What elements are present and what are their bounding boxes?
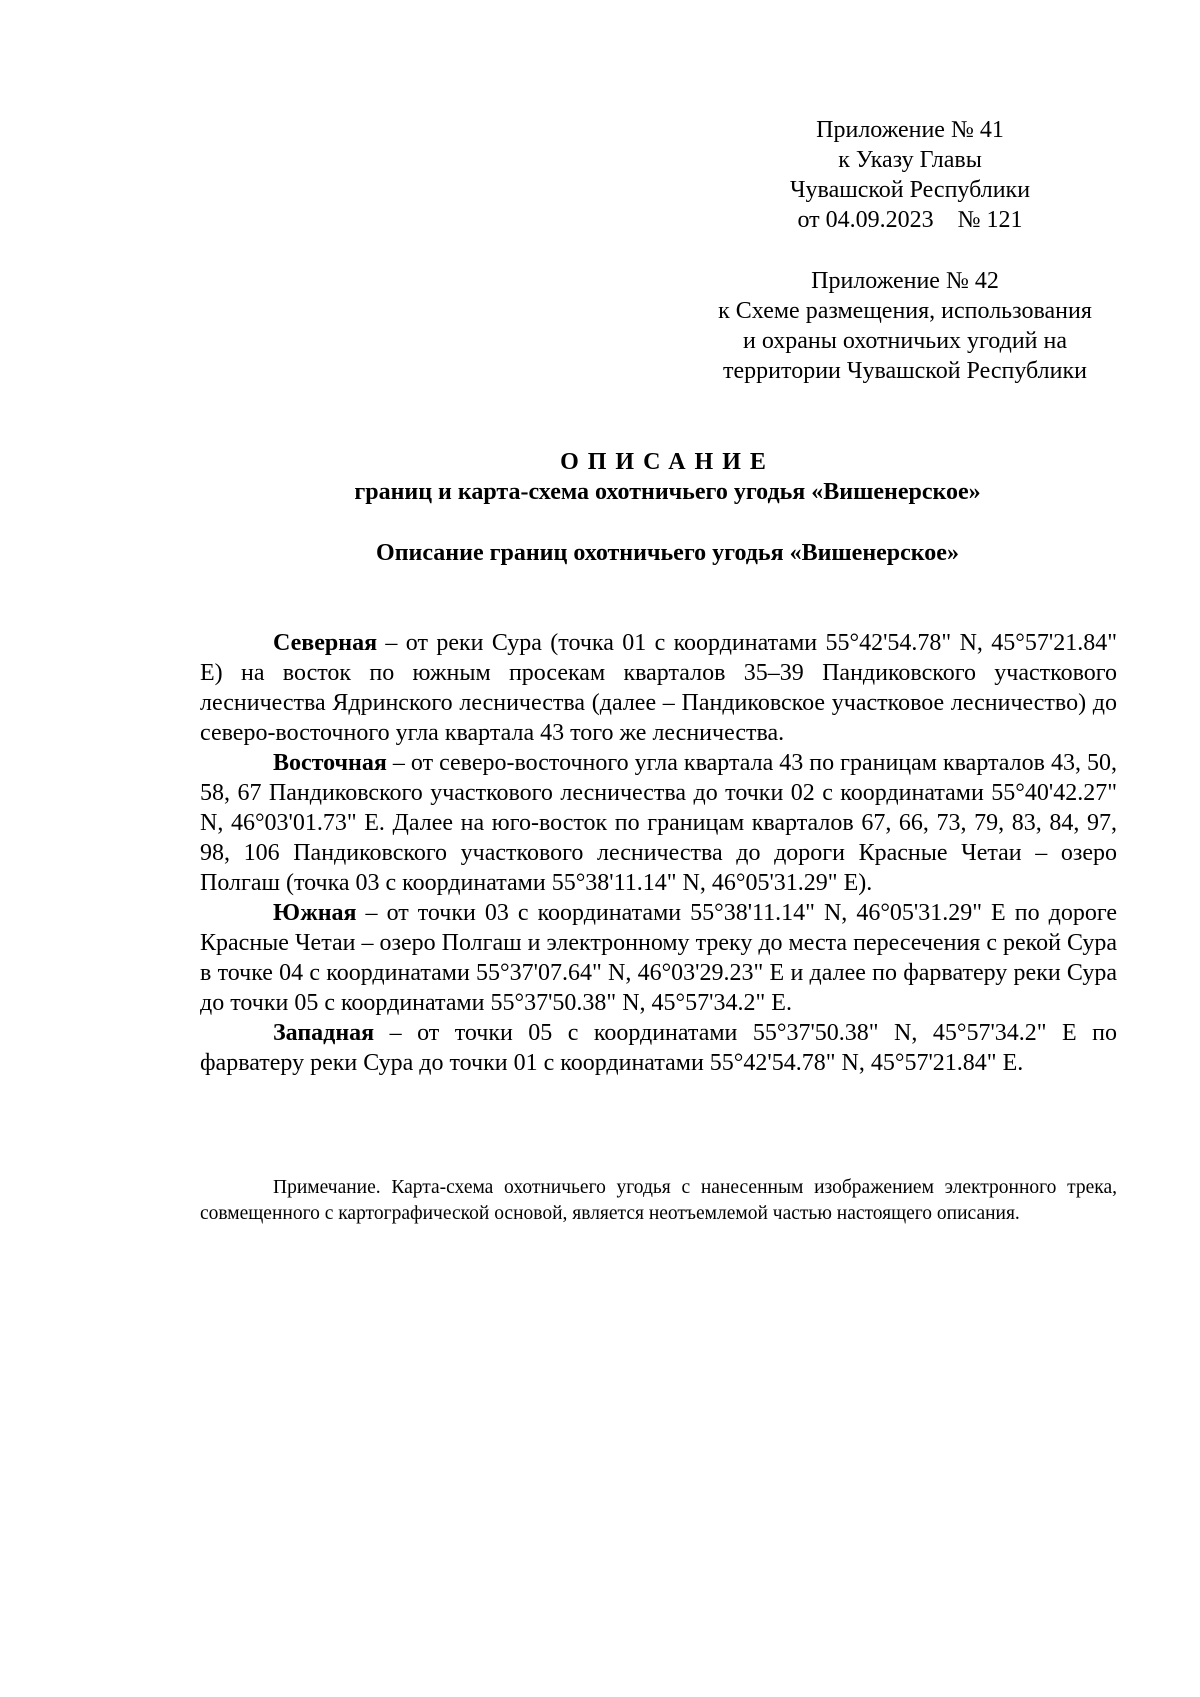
appendix-42-line3: и охраны охотничьих угодий на	[742, 328, 1068, 354]
section-title: Описание границ охотничьего угодья «Вишенерское»	[376, 540, 959, 566]
note-block	[200, 1175, 1117, 1227]
appendix-42-line2: к Схеме размещения, использования	[718, 298, 1092, 324]
appendix-41-line4: от 04.09.2023 № 121	[797, 207, 1023, 233]
boundary-east	[200, 748, 1117, 898]
boundary-west-text: – от точки 05 с координатами 55°37'50.38" N, 45°57'34.2" E по фарватеру реки Сура до точки 01 с координатами 55°42'54.78" N, 45°57'21.84" E.	[200, 1020, 1117, 1076]
appendix-41-line2: к Указу Главы	[838, 147, 982, 173]
boundary-south-label: Южная	[273, 900, 357, 926]
appendix-42-line4: территории Чувашской Республики	[723, 358, 1087, 384]
boundary-south-text: – от точки 03 с координатами 55°38'11.14" N, 46°05'31.29" E по дороге Красные Четаи – озеро Полгаш и электронному треку до места пересечения с рекой Сура в точке 04 с координатами 55°37'07.64" N, 46°03'29.23" E и далее по фарватеру реки Сура до точки 05 с координатами 55°37'50.38" N, 45°57'34.2" E.	[200, 900, 1117, 1016]
note-text: Примечание. Карта-схема охотничьего угодья с нанесенным изображением электронного трека, совмещенного с картографической основой, является неотъемлемой частью настоящего описания.	[200, 1177, 1117, 1224]
boundary-east-text: – от северо-восточного угла квартала 43 по границам кварталов 43, 50, 58, 67 Пандиковского участкового лесничества до точки 02 с координатами 55°40'42.27" N, 46°03'01.73" E. Далее на юго-восток по границам кварталов 67, 66, 73, 79, 83, 84, 97, 98, 106 Пандиковского участкового лесничества до дороги Красные Четаи – озеро Полгаш (точка 03 с координатами 55°38'11.14" N, 46°05'31.29" E).	[200, 750, 1117, 896]
boundary-west	[200, 1018, 1117, 1078]
boundary-north-label: Северная	[273, 630, 378, 656]
boundary-north	[200, 628, 1117, 748]
appendix-41-line1: Приложение № 41	[816, 117, 1004, 143]
title-subheading: границ и карта-схема охотничьего угодья «Вишенерское»	[354, 479, 981, 505]
appendix-42-block	[660, 266, 1150, 386]
appendix-41-block	[740, 115, 1080, 235]
appendix-41-line3: Чувашской Республики	[789, 177, 1031, 203]
appendix-42-line1: Приложение № 42	[811, 268, 999, 294]
boundary-north-text: – от реки Сура (точка 01 с координатами 55°42'54.78" N, 45°57'21.84" E) на восток по южным просекам кварталов 35–39 Пандиковского участкового лесничества Ядринского лесничества (далее – Пандиковское участковое лесничество) до северо-восточного угла квартала 43 того же лесничества.	[200, 630, 1117, 746]
boundary-east-label: Восточная	[273, 750, 387, 776]
document-title	[160, 447, 1175, 507]
boundaries-description	[200, 628, 1117, 1078]
boundary-west-label: Западная	[273, 1020, 375, 1046]
title-heading: ОПИСАНИЕ	[560, 449, 775, 475]
boundary-south	[200, 898, 1117, 1018]
